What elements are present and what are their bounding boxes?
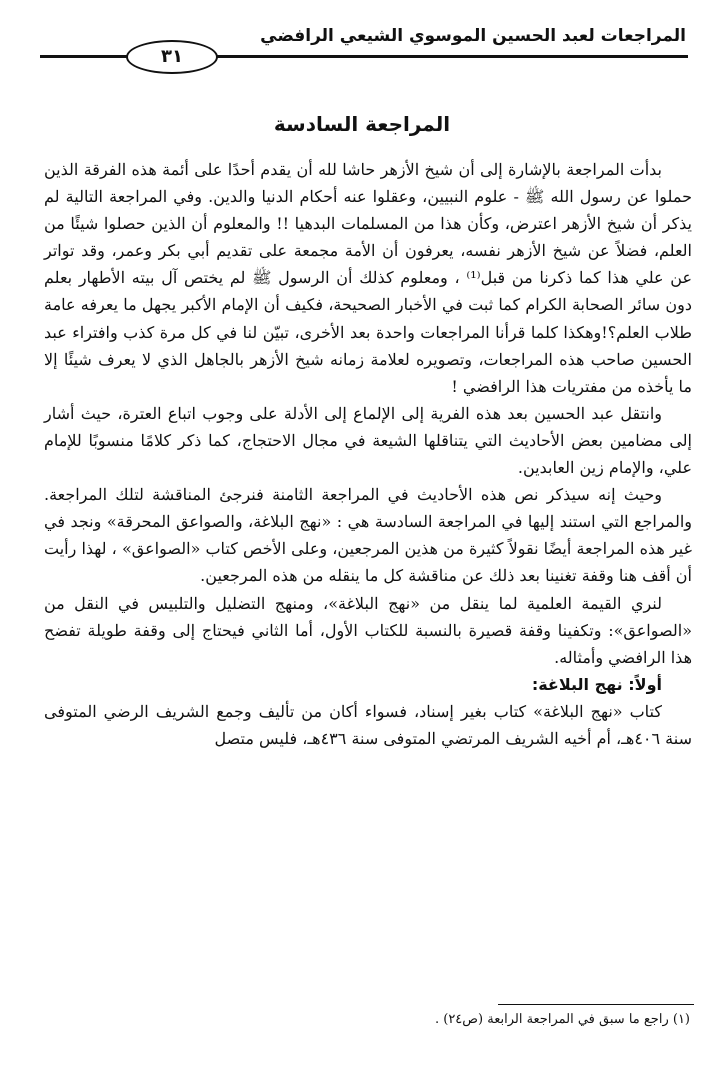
section-sub-heading: أولاً: نهج البلاغة: (531, 674, 662, 694)
running-header-title: المراجعات لعبد الحسين الموسوي الشيعي الرافضي (260, 26, 686, 46)
page-number-badge: ٣١ (126, 40, 218, 74)
paragraph-5: كتاب «نهج البلاغة» كتاب بغير إسناد، فسواء أكان من تأليف وجمع الشريف الرضي المتوفى سنة ٤٠٦هـ، أم أخيه الشريف المرتضي المتوفى سنة ٤٣٦هـ، فليس متصل (44, 701, 692, 748)
paragraph-1: بدأت المراجعة بالإشارة إلى أن شيخ الأزهر حاشا لله أن يقدم أحدًا على أئمة هذه الفرقة الذين حملوا عن رسول الله ﷺ - علوم النبيين، وعقلوا عنه أحكام الدنيا والدين. وفي المراجعة التالية لم يذكر أن شيخ الأزهر اعترض، وكأن هذا من المسلمات البدهيا !! والمعلوم أن الذين حصلوا شيئًا من العلم، فضلاً عن شيخ الأزهر نفسه، يعرفون أن الأمة مجمعة على تقديم أبي بكر وعمر، وقد تواتر عن علي هذا كما ذكرنا من قبل⁽¹⁾ ، ومعلوم كذلك أن الرسول ﷺ لم يختص آل بيته الأطهار بعلم دون سائر الصحابة الكرام كما ثبت في الأخبار الصحيحة، فكيف أن الإمام الأكبر يجهل ما يعرفه عامة طلاب العلم؟!وهكذا كلما قرأنا المراجعات واحدة بعد الأخرى، تبيّن لنا في كل مرة كذب وافتراء عبد الحسين صاحب هذه المراجعات، وتصويره لعلامة زمانه شيخ الأزهر بالجاهل الذي لا يعرف شيئًا إلا ما يأخذه من مفتريات هذا الرافضي ! (44, 160, 692, 396)
body-text (44, 156, 692, 752)
footnote-rule (498, 1004, 694, 1005)
paragraph-3: وحيث إنه سيذكر نص هذه الأحاديث في المراجعة الثامنة فنرجئ المناقشة لتلك المراجعة. والمراجع التي استند إليها في المراجعة السادسة هي : «نهج البلاغة، والصواعق المحرقة» ونجد في غير هذه المراجعة أيضًا نقولاً كثيرة من هذين المرجعين، وعلى الأخص كتاب «الصواعق» ، لهذا رأيت أن أقف هنا وقفة تغنينا بعد ذلك عن مناقشة كل ما ينقله من هذه المرجعين. (44, 485, 692, 586)
paragraph-2: وانتقل عبد الحسين بعد هذه الفرية إلى الإلماع إلى الأدلة على وجوب اتباع العترة، حيث أشار إلى مضامين بعض الأحاديث التي يتناقلها الشيعة في مجال الاحتجاج، كما ذكر كلامًا منسوبًا للإمام علي، والإمام زين العابدين. (44, 403, 692, 478)
paragraph-4: لنري القيمة العلمية لما ينقل من «نهج البلاغة»، ومنهج التضليل والتلبيس في النقل من «الصواعق»: وتكفينا وقفة قصيرة بالنسبة للكتاب الأول، أما الثاني فيحتاج إلى وقفة طويلة تفضح هذا الرافضي وأمثاله. (44, 593, 692, 667)
footnote: (١) راجع ما سبق في المراجعة الرابعة (ص٢٤) . (434, 1012, 690, 1027)
chapter-title: المراجعة السادسة (273, 112, 451, 136)
